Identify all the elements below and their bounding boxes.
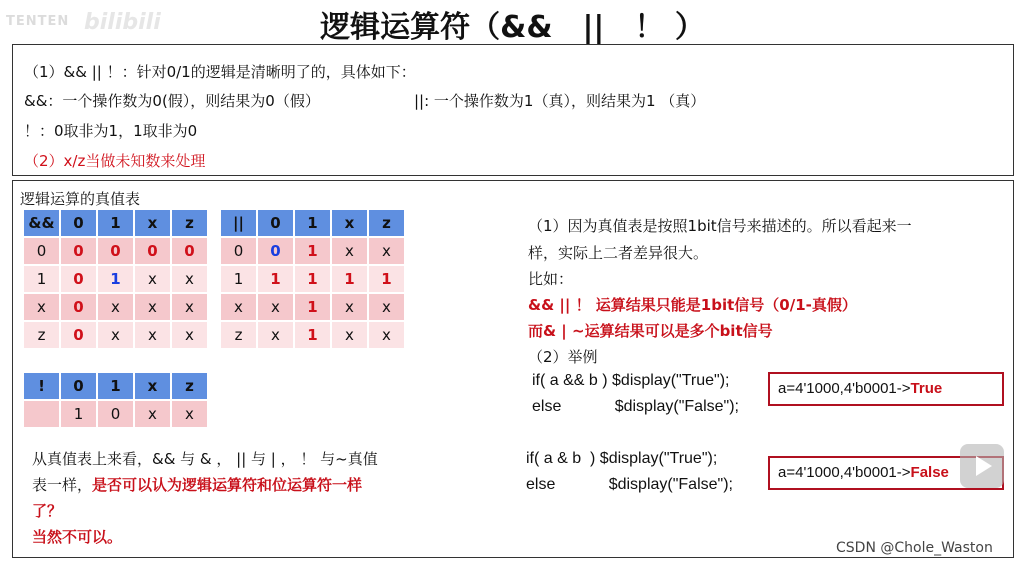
- table-cell: 1: [61, 401, 96, 427]
- explain-line-1: （1）因为真值表是按照1bit信号来描述的。所以看起来一: [528, 217, 912, 235]
- table-cell: x: [332, 238, 367, 264]
- result-prefix: a=4'1000,4'b0001->: [778, 380, 911, 397]
- table-cell: 0: [221, 238, 256, 264]
- header-cell: z: [172, 210, 207, 236]
- question-highlight: 了？: [32, 502, 63, 520]
- header-cell: z: [172, 373, 207, 399]
- summary-line-or: ||: 一个操作数为1（真），则结果为1 （真）: [414, 92, 706, 110]
- header-cell: x: [332, 210, 367, 236]
- table-cell: x: [258, 322, 293, 348]
- table-cell: 0: [135, 238, 170, 264]
- table-cell: 1: [369, 266, 404, 292]
- example-heading: （2）举例: [528, 348, 598, 366]
- table-cell: x: [172, 266, 207, 292]
- code-line: else $display("False");: [532, 398, 739, 415]
- table-cell: x: [135, 266, 170, 292]
- question-highlight: 是否可以认为逻辑运算符和位运算符一样: [92, 476, 363, 494]
- table-cell: 0: [61, 238, 96, 264]
- table-cell: x: [98, 322, 133, 348]
- explain-line-2: 样，实际上二者差异很大。: [528, 244, 709, 262]
- table-cell: 0: [61, 266, 96, 292]
- table-cell: 1: [24, 266, 59, 292]
- table-cell: 1: [98, 266, 133, 292]
- table-cell: x: [332, 294, 367, 320]
- table-cell: 0: [258, 238, 293, 264]
- table-row: [221, 238, 404, 264]
- table-cell: 1: [295, 238, 330, 264]
- question-text: 从真值表上来看，&& 与 & ， || 与 | ， ！ 与~真值: [32, 450, 378, 468]
- table-cell: z: [221, 322, 256, 348]
- csdn-watermark: CSDN @Chole_Waston: [836, 540, 993, 556]
- summary-line-not: ！：0取非为1，1取非为0: [24, 122, 198, 140]
- code-line: if( a & b ) $display("True");: [526, 450, 718, 467]
- code-line: if( a && b ) $display("True");: [532, 372, 730, 389]
- table-cell: x: [135, 294, 170, 320]
- summary-line-1: （1）&& || ！：针对0/1的逻辑是清晰明了的，具体如下：: [24, 63, 416, 81]
- table-cell: x: [332, 322, 367, 348]
- header-cell: 1: [98, 373, 133, 399]
- explain-line-logical: && || ！ 运算结果只能是1bit信号（0/1-真假）: [528, 296, 857, 314]
- table-cell: x: [172, 294, 207, 320]
- header-cell: x: [135, 210, 170, 236]
- bilibili-logo: bilibili: [84, 10, 161, 35]
- table-row: [24, 294, 207, 320]
- table-row: [24, 322, 207, 348]
- header-cell: &&: [24, 210, 59, 236]
- header-cell: 1: [295, 210, 330, 236]
- question-paragraph: [32, 446, 442, 550]
- header-cell: 0: [61, 373, 96, 399]
- table-cell: x: [135, 401, 170, 427]
- table-row: [221, 294, 404, 320]
- watermark-text: TENTEN: [6, 14, 70, 29]
- table-row: [24, 401, 207, 427]
- table-header-row: [221, 210, 404, 236]
- header-cell: 0: [61, 210, 96, 236]
- table-cell: x: [98, 294, 133, 320]
- header-cell: z: [369, 210, 404, 236]
- slide-title: 逻辑运算符（&& || ！ ）: [320, 10, 705, 45]
- header-cell: !: [24, 373, 59, 399]
- table-row: [221, 266, 404, 292]
- table-row: [24, 238, 207, 264]
- result-value: False: [910, 464, 949, 481]
- table-cell: x: [135, 322, 170, 348]
- table-cell: 0: [61, 322, 96, 348]
- summary-line-and: &&：一个操作数为0(假），则结果为0（假）: [24, 92, 320, 110]
- result-box-logical: [768, 372, 1004, 406]
- table-cell: 1: [295, 322, 330, 348]
- and-truth-table: [22, 208, 209, 350]
- table-row: [221, 322, 404, 348]
- table-cell: 0: [61, 294, 96, 320]
- table-cell: 1: [332, 266, 367, 292]
- summary-line-xz: （2）x/z当做未知数来处理: [24, 152, 206, 170]
- play-icon: [960, 444, 1004, 488]
- header-cell: ||: [221, 210, 256, 236]
- table-cell: 0: [98, 401, 133, 427]
- table-cell: 1: [258, 266, 293, 292]
- table-cell: 1: [221, 266, 256, 292]
- table-cell: 1: [295, 266, 330, 292]
- table-cell: [24, 401, 59, 427]
- table-cell: 0: [24, 238, 59, 264]
- truth-table-label: 逻辑运算的真值表: [20, 190, 141, 208]
- header-cell: 1: [98, 210, 133, 236]
- table-header-row: [24, 210, 207, 236]
- video-play-button[interactable]: [960, 444, 1004, 488]
- explain-line-3: 比如：: [528, 270, 574, 288]
- table-header-row: [24, 373, 207, 399]
- table-cell: x: [221, 294, 256, 320]
- code-line: else $display("False");: [526, 476, 733, 493]
- table-row: [24, 266, 207, 292]
- not-truth-table: [22, 371, 209, 429]
- question-text: 表一样，: [32, 476, 93, 494]
- table-cell: x: [369, 238, 404, 264]
- result-value: True: [910, 380, 943, 397]
- table-cell: 0: [172, 238, 207, 264]
- table-cell: x: [369, 294, 404, 320]
- table-cell: x: [172, 401, 207, 427]
- or-truth-table: [219, 208, 406, 350]
- table-cell: 0: [98, 238, 133, 264]
- answer-text: 当然不可以。: [32, 528, 123, 546]
- table-cell: x: [369, 322, 404, 348]
- table-cell: x: [258, 294, 293, 320]
- table-cell: x: [172, 322, 207, 348]
- explain-line-bitwise: 而& | ~运算结果可以是多个bit信号: [528, 322, 773, 340]
- table-cell: 1: [295, 294, 330, 320]
- result-prefix: a=4'1000,4'b0001->: [778, 464, 911, 481]
- table-cell: x: [24, 294, 59, 320]
- table-cell: z: [24, 322, 59, 348]
- header-cell: 0: [258, 210, 293, 236]
- header-cell: x: [135, 373, 170, 399]
